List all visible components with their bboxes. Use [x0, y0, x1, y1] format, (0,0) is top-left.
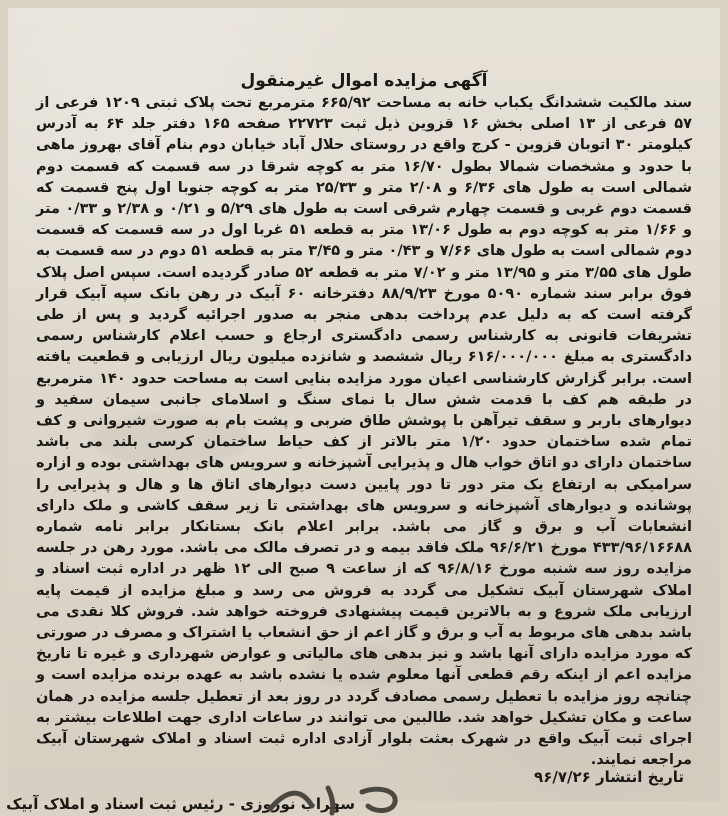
auction-notice — [36, 70, 692, 772]
handwritten-page-number — [250, 778, 426, 816]
signature-line: سهراب نوروزی - رئیس ثبت اسناد و املاک آبیک — [6, 795, 355, 813]
notice-title: آگهی مزایده اموال غیرمنقول — [240, 71, 488, 91]
notice-body: سند مالکیت ششدانگ یکباب خانه به مساحت ۶۶۵/۹۲ مترمربع تحت پلاک ثبتی ۱۲۰۹ فرعی از ۵۷ فرعی از ۱۳ اصلی بخش ۱۶ قزوین ذیل ثبت ۲۲۷۲۳ صفحه ۱۶۵ دفتر جلد ۶۴ به آدرس کیلومتر ۳۰ اتوبان قزوین - کرج واقع در روستای حلال آباد خیابان دوم بنام آقای بهروز ماهی با حدود و مشخصات شمالا بطول ۱۶/۷۰ متر به کوچه شرقا در سه قسمت که قسمت دوم شمالی است به طول های ۶/۳۶ و ۲/۰۸ متر و ۲۵/۳۳ متر به کوچه جنوبا اول پنج قسمت که قسمت دوم غربی و قسمت چهارم شرقی است به طول های ۵/۲۹ و ۰/۲۱ و ۲/۳۸ و ۰/۳۳ متر و ۱/۶۶ متر به کوچه دوم به طول ۱۳/۰۶ متر به قطعه ۵۱ غربا اول در سه قسمت که قسمت دوم شمالی است به طول های ۷/۶۶ و ۰/۴۳ متر و ۳/۴۵ متر به قطعه ۵۱ دوم در سه قسمت به طول های ۳/۵۵ متر و ۱۳/۹۵ متر و ۷/۰۲ متر به قطعه ۵۲ صادر گردیده است. سپس اصل پلاک فوق برابر سند شماره ۵۰۹۰ مورخ ۸۸/۹/۲۳ دفترخانه ۶۰ آبیک در رهن بانک سپه آبیک قرار گرفته است که به دلیل عدم پرداخت بدهی منجر به صدور اجرائیه گردید و پس از طی تشریفات قانونی به کارشناس رسمی دادگستری ارجاع و حسب اعلام کارشناس رسمی دادگستری به مبلغ ۶۱۶/۰۰۰/۰۰۰ ریال ششصد و شانزده میلیون ریال ارزیابی و قطعیت یافته است. برابر گزارش کارشناسی اعیان مورد مزایده بنایی است به مساحت حدود ۱۴۰ مترمربع در طبقه هم کف با قدمت شش سال با نمای سنگ و اسلامای جانبی سیمان سفید و دیوارهای باربر و سقف تیرآهن با پوشش طاق ضربی و پشت بام به صورت شیروانی و کف تمام شده ساختمان حدود ۱/۲۰ متر بالاتر از کف حیاط ساختمان کرسی بلند می باشد ساختمان دارای دو اتاق خواب هال و پذیرایی آشپزخانه و سرویس های بهداشتی بوده و ازاره سرامیکی به ارتفاع یک متر دور تا دور پایین دست دیوارهای اتاق ها و هال و پذیرایی را پوشانده و دیوارهای آشپزخانه و سرویس های بهداشتی تا زیر سقف کاشی و ملک دارای انشعابات آب و برق و گاز می باشد. برابر اعلام بانک بستانکار برابر نامه شماره ۴۳۳/۹۶/۱۶۶۸۸ مورخ ۹۶/۶/۲۱ ملک فاقد بیمه و در تصرف مالک می باشد. مورد رهن در جلسه مزایده روز سه شنبه مورخ ۹۶/۸/۱۶ که از ساعت ۹ صبح الی ۱۲ ظهر در اداره ثبت اسناد و املاک شهرستان آبیک تشکیل می گردد به فروش می رسد و مبلغ مزایده از قیمت پایه ارزیابی ملک شروع و به بالاترین قیمت پیشنهادی فروخته خواهد شد. فروش کلا نقدی می باشد بدهی های مربوط به آب و برق و گاز اعم از حق انشعاب یا اشتراک و مصرف در صورتی که مورد مزایده دارای آنها باشد و نیز بدهی های مالیاتی و عوارض شهرداری و غیره تا تاریخ مزایده اعم از اینکه رقم قطعی آنها معلوم شده یا نشده باشد به عهده برنده مزایده است و چنانچه روز مزایده با تعطیل رسمی مصادف گردد در روز بعد از تعطیل جلسه مزایده در همان ساعت و مکان تشکیل خواهد شد. طالبین می توانند در ساعات اداری جهت اطلاعات بیشتر به اجرای ثبت آبیک واقع در شهرک بعثت بلوار آزادی اداره ثبت اسناد و املاک شهرستان آبیک مراجعه نمایند. — [36, 95, 693, 769]
publication-date: تاریخ انتشار ۹۶/۷/۲۶ — [534, 768, 684, 786]
newspaper-clipping — [6, 8, 720, 813]
